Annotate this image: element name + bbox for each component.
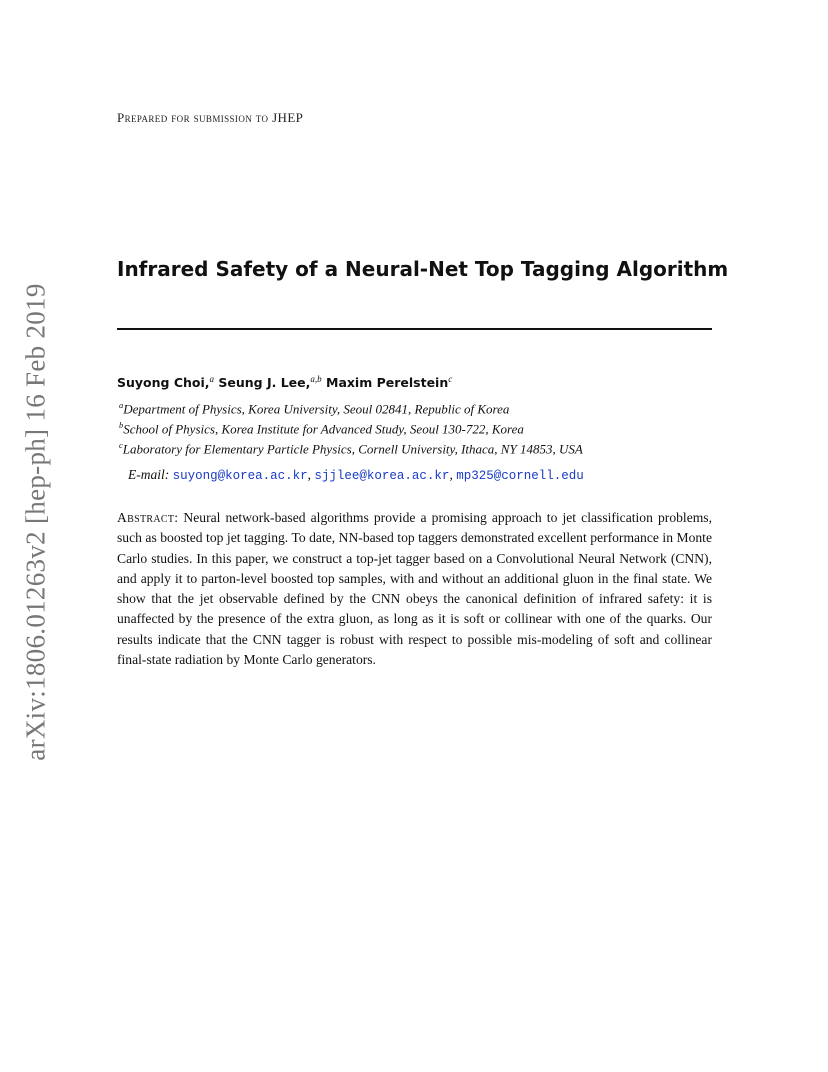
affiliation-text: Laboratory for Elementary Particle Physics, Cornell University, Ithaca, NY 14853, USA (122, 441, 583, 457)
affiliation-text: School of Physics, Korea Institute for Advanced Study, Seoul 130-722, Korea (123, 421, 524, 437)
abstract (117, 508, 712, 670)
paper-title: Infrared Safety of a Neural-Net Top Tagging Algorithm (117, 257, 729, 281)
abstract-text: Neural network-based algorithms provide a promising approach to jet classification problems, such as boosted top jet tagging. To date, NN-based top taggers demonstrated excellent performance in Monte Carlo studies. In this paper, we construct a top-jet tagger based on a Convolutional Neural Network (CNN), and apply it to parton-level boosted top samples, with and without an additional gluon in the final state. We show that the jet observable defined by the CNN obeys the canonical definition of infrared safety: it is unaffected by the presence of the extra gluon, as long as it is soft or collinear with one of the quarks. Our results indicate that the CNN tagger is robust with respect to possible mis-modeling of soft and collinear final-state radiation by Monte Carlo generators. (117, 510, 712, 668)
affiliation-mark: a (119, 400, 124, 410)
affiliation-line (119, 400, 509, 417)
author-name: Suyong Choi, (117, 375, 210, 391)
affiliation-mark: b (119, 420, 124, 430)
author-affiliation-mark: a (209, 374, 215, 384)
submission-note: Prepared for submission to JHEP (117, 110, 304, 125)
title-divider (117, 328, 712, 330)
arxiv-identifier-stamp: arXiv:1806.01263v2 [hep-ph] 16 Feb 2019 (20, 283, 51, 761)
author-list (117, 374, 452, 390)
affiliation-line (119, 420, 524, 437)
email-link[interactable]: suyong@korea.ac.kr (172, 469, 308, 483)
affiliation-line (119, 440, 583, 457)
author-affiliation-mark: a,b (310, 374, 322, 384)
email-line: E-mail: suyong@korea.ac.kr, sjjlee@korea.ac.kr, mp325@cornell.edu (128, 467, 584, 483)
author-name: Seung J. Lee, (218, 375, 311, 391)
affiliation-mark: c (119, 440, 123, 450)
email-link[interactable]: sjjlee@korea.ac.kr (314, 469, 450, 483)
affiliation-text: Department of Physics, Korea University, Seoul 02841, Republic of Korea (123, 401, 510, 417)
email-label: E-mail: (128, 467, 170, 482)
abstract-label: Abstract: (117, 510, 179, 525)
email-link[interactable]: mp325@cornell.edu (456, 469, 584, 483)
author-name: Maxim Perelstein (326, 375, 449, 391)
author-affiliation-mark: c (448, 374, 453, 384)
